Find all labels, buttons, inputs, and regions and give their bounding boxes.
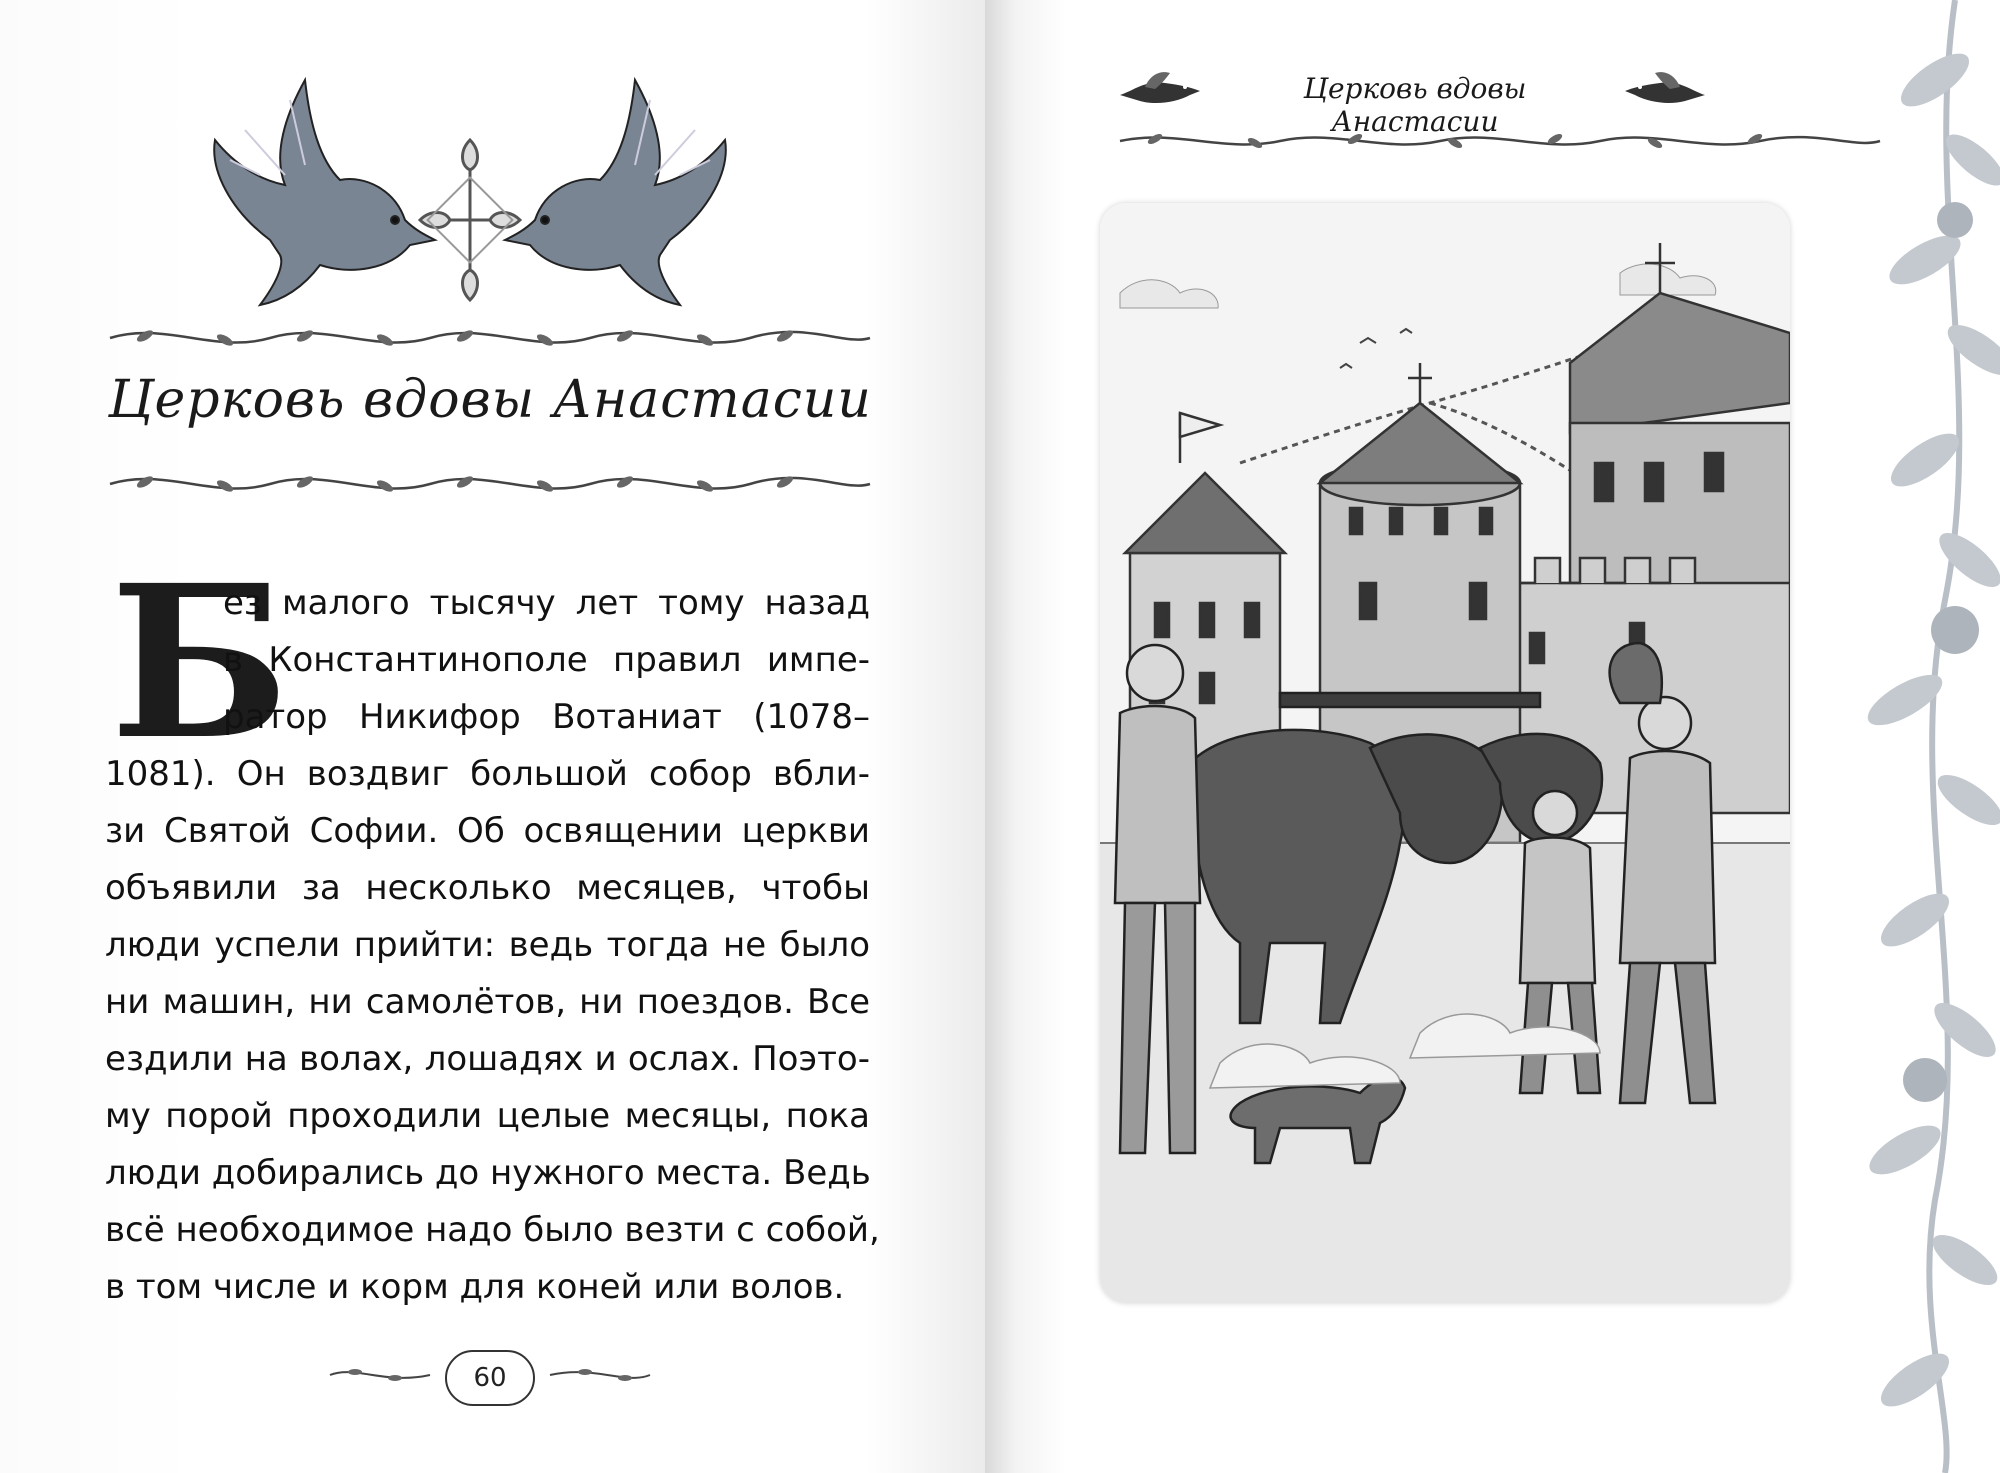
text-line: объявили за несколько месяцев, чтобы	[105, 868, 870, 908]
vine-divider-icon	[105, 316, 875, 356]
text-line: ез малого тысячу лет тому назад	[223, 583, 870, 623]
page-number: 60	[445, 1350, 535, 1406]
left-page	[0, 0, 985, 1473]
vine-divider-icon	[1115, 125, 1885, 155]
vine-divider-icon	[105, 462, 875, 502]
text-line: ни машин, ни самолётов, ни поездов. Все	[105, 982, 870, 1022]
bird-icon	[214, 80, 435, 305]
street-scene-illustration	[1100, 203, 1790, 1303]
text-line: ездили на волах, лошадях и ослах. Поэто-	[105, 1039, 870, 1079]
text-line: всё необходимое надо было везти с собой,	[105, 1210, 880, 1250]
text-line: 1081). Он воздвиг большой собор вбли-	[105, 754, 870, 794]
floral-border-icon	[1805, 0, 2000, 1473]
text-line: люди добирались до нужного места. Ведь	[105, 1153, 871, 1193]
text-line: в том числе и корм для коней или волов.	[105, 1267, 845, 1307]
cross-ornament-icon	[420, 140, 520, 300]
text-line: ратор Никифор Вотаниат (1078–	[223, 697, 870, 737]
drop-cap: Б	[110, 539, 290, 786]
text-line: в Константинополе правил импе-	[223, 640, 870, 680]
body-text	[105, 575, 880, 1316]
text-line: люди успели прийти: ведь тогда не было	[105, 925, 870, 965]
bird-icon	[505, 80, 726, 305]
right-page	[985, 0, 2000, 1473]
running-header	[1115, 60, 1715, 138]
page-footer	[325, 1348, 655, 1408]
vine-divider-icon	[545, 1360, 655, 1390]
illustration	[1100, 203, 1790, 1303]
vine-divider-icon	[325, 1360, 435, 1390]
bird-icon	[1620, 65, 1710, 115]
running-title: Церковь вдовы Анастасии	[1303, 72, 1527, 138]
chapter-title: Церковь вдовы Анастасии	[108, 370, 872, 430]
text-line: зи Святой Софии. Об освящении церкви	[105, 811, 870, 851]
text-line: му порой проходили целые месяцы, пока	[105, 1096, 870, 1136]
bird-icon	[1115, 65, 1205, 115]
top-ornaments	[190, 70, 750, 310]
